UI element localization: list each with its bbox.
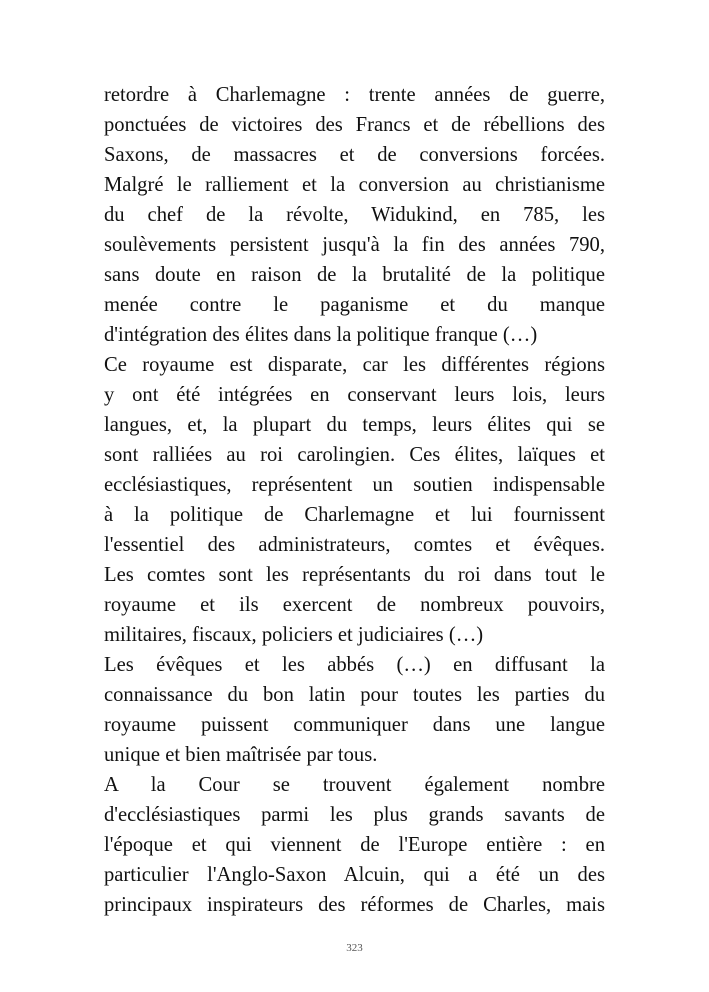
text-line: sont ralliées au roi carolingien. Ces élites, laïques et — [104, 444, 605, 466]
text-line: principaux inspirateurs des réformes de Charles, mais — [104, 894, 605, 916]
text-line: connaissance du bon latin pour toutes les parties du — [104, 684, 605, 706]
text-line: ecclésiastiques, représentent un soutien indispensable — [104, 474, 605, 496]
text-line: l'époque et qui viennent de l'Europe entière : en — [104, 834, 605, 856]
text-line: Les évêques et les abbés (…) en diffusant la — [104, 654, 605, 676]
text-line: d'intégration des élites dans la politique franque (…) — [104, 324, 538, 346]
text-line: y ont été intégrées en conservant leurs lois, leurs — [104, 384, 605, 406]
text-line: l'essentiel des administrateurs, comtes et évêques. — [104, 534, 605, 556]
text-line: unique et bien maîtrisée par tous. — [104, 744, 378, 766]
text-line: Saxons, de massacres et de conversions forcées. — [104, 144, 605, 166]
text-line: langues, et, la plupart du temps, leurs élites qui se — [104, 414, 605, 436]
text-line: menée contre le paganisme et du manque — [104, 294, 605, 316]
text-line: Ce royaume est disparate, car les différentes régions — [104, 354, 605, 376]
text-line: royaume puissent communiquer dans une langue — [104, 714, 605, 736]
text-line: Les comtes sont les représentants du roi dans tout le — [104, 564, 605, 586]
text-line: Malgré le ralliement et la conversion au christianisme — [104, 174, 605, 196]
page-number: 323 — [346, 942, 363, 954]
text-line: A la Cour se trouvent également nombre — [104, 774, 605, 796]
text-line: ponctuées de victoires des Francs et de rébellions des — [104, 114, 605, 136]
text-line: particulier l'Anglo-Saxon Alcuin, qui a été un des — [104, 864, 605, 886]
body-text — [104, 80, 605, 920]
text-line: d'ecclésiastiques parmi les plus grands savants de — [104, 804, 605, 826]
text-line: sans doute en raison de la brutalité de la politique — [104, 264, 605, 286]
text-line: du chef de la révolte, Widukind, en 785, les — [104, 204, 605, 226]
text-line: royaume et ils exercent de nombreux pouvoirs, — [104, 594, 605, 616]
text-line: soulèvements persistent jusqu'à la fin des années 790, — [104, 234, 605, 256]
text-line: à la politique de Charlemagne et lui fournissent — [104, 504, 605, 526]
text-line: retordre à Charlemagne : trente années de guerre, — [104, 84, 605, 106]
text-line: militaires, fiscaux, policiers et judiciaires (…) — [104, 624, 484, 646]
